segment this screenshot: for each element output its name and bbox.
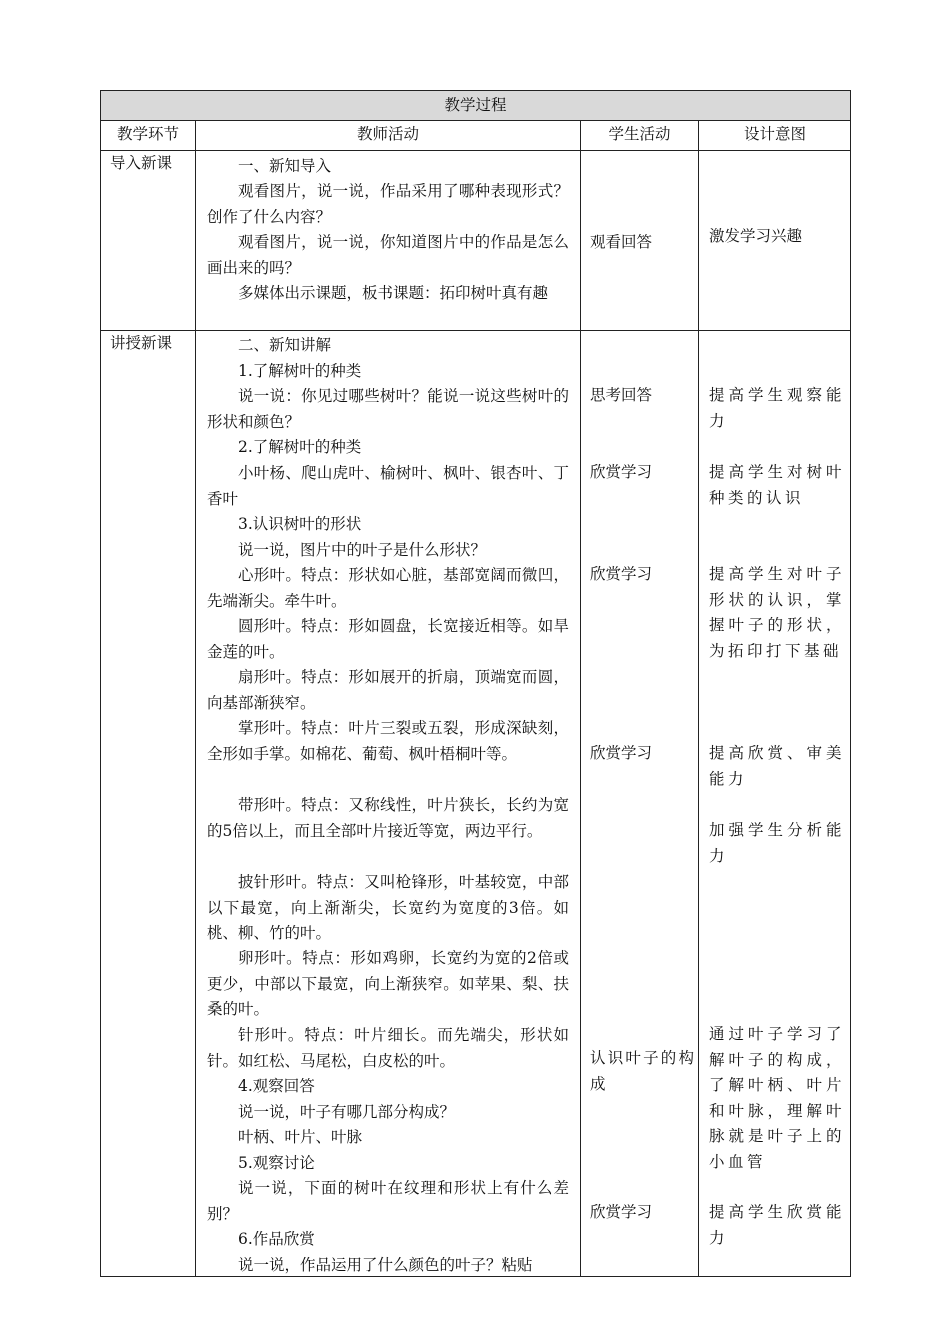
teacher-line: 针形叶。特点：叶片细长。而先端尖，形状如针。如红松、马尾松，白皮松的叶。 [207, 1026, 569, 1070]
teacher-line: 一、新知导入 [238, 157, 332, 175]
teacher-line: 2.了解树叶的种类 [238, 438, 362, 456]
student-activity: 欣赏学习 [590, 565, 653, 583]
teaching-process-table [100, 90, 851, 1277]
student-activity: 思考回答 [590, 386, 653, 404]
teacher-line: 说一说，下面的树叶在纹理和形状上有什么差别？ [207, 1179, 569, 1223]
col-rule-1 [195, 120, 196, 1277]
teacher-line: 观看图片，说一说，作品采用了哪种表现形式？创作了什么内容？ [207, 182, 569, 226]
teacher-line: 小叶杨、爬山虎叶、榆树叶、枫叶、银杏叶、丁香叶 [207, 464, 569, 508]
student-activity: 欣赏学习 [590, 744, 653, 762]
teacher-line: 多媒体出示课题，板书课题：拓印树叶真有趣 [238, 284, 549, 302]
rule-header [101, 150, 850, 151]
teacher-line: 说一说，叶子有哪几部分构成？ [238, 1103, 456, 1121]
col-rule-3 [698, 120, 699, 1277]
rule-title [101, 120, 850, 121]
teacher-line: 二、新知讲解 [238, 336, 332, 354]
table-title: 教学过程 [444, 96, 507, 114]
teacher-line: 6.作品欣赏 [238, 1230, 315, 1248]
teacher-line: 4.观察回答 [238, 1077, 315, 1095]
design-intent: 提高学生观察能力 [709, 386, 845, 430]
student-activity: 认识叶子的构成 [590, 1049, 694, 1093]
stage-lecture: 讲授新课 [110, 334, 173, 352]
stage-intro: 导入新课 [110, 154, 173, 172]
teacher-line: 说一说，图片中的叶子是什么形状？ [238, 541, 487, 559]
header-teacher: 教师活动 [356, 125, 419, 143]
teacher-line: 5.观察讨论 [238, 1154, 315, 1172]
teacher-line: 披针形叶。特点：又叫枪锋形，叶基较宽，中部以下最宽，向上渐渐尖，长宽约为宽度的3倍。如桃、柳、竹的叶。 [207, 873, 569, 943]
header-intent: 设计意图 [743, 125, 806, 143]
teacher-line: 3.认识树叶的形状 [238, 515, 362, 533]
teacher-line: 扇形叶。特点：形如展开的折扇，顶端宽而圆，向基部渐狭窄。 [207, 668, 569, 712]
col-rule-2 [580, 120, 581, 1277]
design-intent: 提高学生欣赏能力 [709, 1203, 845, 1247]
teacher-line: 卵形叶。特点：形如鸡卵，长宽约为宽的2倍或更少，中部以下最宽，向上渐狭窄。如苹果、梨、扶桑的叶。 [207, 949, 569, 1019]
teacher-line: 说一说：你见过哪些树叶？能说一说这些树叶的形状和颜色？ [207, 387, 569, 431]
design-intent: 加强学生分析能力 [709, 821, 845, 865]
student-activity: 欣赏学习 [590, 463, 653, 481]
teacher-line: 圆形叶。特点：形如圆盘，长宽接近相等。如旱金莲的叶。 [207, 617, 569, 661]
teacher-line: 说一说，作品运用了什么颜色的叶子？粘贴 [238, 1256, 533, 1274]
teacher-line: 心形叶。特点：形状如心脏，基部宽阔而微凹，先端渐尖。牵牛叶。 [207, 566, 569, 610]
design-intent: 提高学生对树叶种类的认识 [709, 463, 845, 507]
design-intent: 通过叶子学习了解叶子的构成，了解叶柄、叶片和叶脉，理解叶脉就是叶子上的小血管 [709, 1025, 845, 1171]
design-intent: 提高学生对叶子形状的认识，掌握叶子的形状，为拓印打下基础 [709, 565, 845, 660]
student-activity: 欣赏学习 [590, 1203, 653, 1221]
design-intent: 提高欣赏、审美能力 [709, 744, 845, 788]
teacher-line: 带形叶。特点：又称线性，叶片狭长，长约为宽的5倍以上，而且全部叶片接近等宽，两边平行。 [207, 796, 569, 840]
teacher-line: 叶柄、叶片、叶脉 [238, 1128, 363, 1146]
student-intro: 观看回答 [590, 233, 653, 251]
header-stage: 教学环节 [116, 125, 179, 143]
teacher-line: 掌形叶。特点：叶片三裂或五裂，形成深缺刻，全形如手掌。如棉花、葡萄、枫叶梧桐叶等。 [207, 719, 569, 763]
teacher-line: 1.了解树叶的种类 [238, 362, 362, 380]
header-student: 学生活动 [608, 125, 671, 143]
intent-intro: 激发学习兴趣 [709, 227, 803, 245]
rule-section1 [101, 330, 850, 331]
teacher-line: 观看图片，说一说，你知道图片中的作品是怎么画出来的吗？ [207, 233, 569, 277]
